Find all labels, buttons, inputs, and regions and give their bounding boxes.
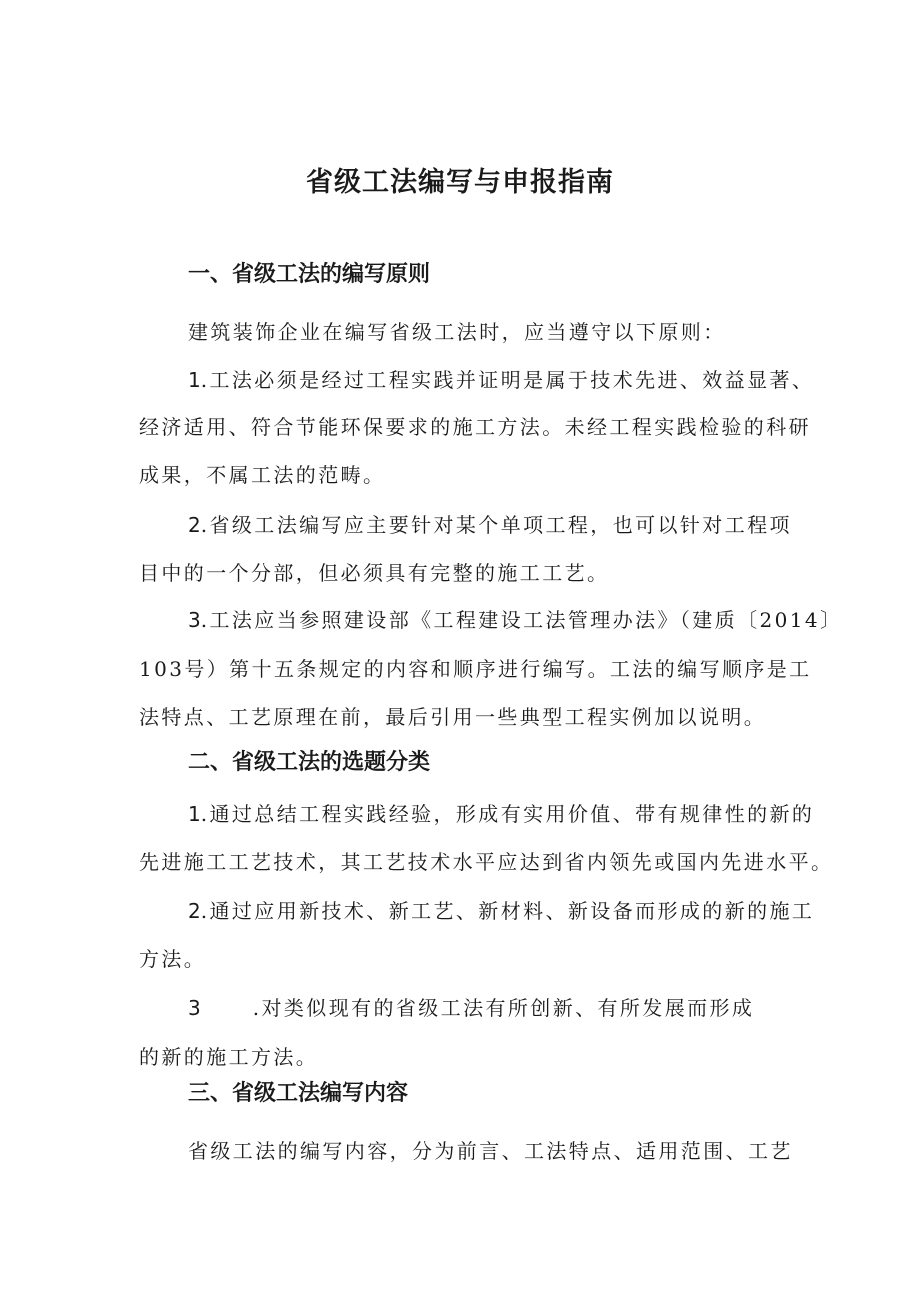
s2-p3-line-1: 3 .对类似现有的省级工法有所创新、有所发展而形成 (188, 996, 755, 1020)
s2-p3-line-2: 的新的施工方法。 (139, 1045, 319, 1069)
s1-p1-line-1: 1.工法必须是经过工程实践并证明是属于技术先进、效益显著、 (188, 368, 815, 392)
s1-p1-number: 1 (188, 368, 201, 392)
s2-p2-line-2: 方法。 (139, 947, 207, 971)
s2-p2-line-1: 2.通过应用新技术、新工艺、新材料、新设备而形成的新的施工 (188, 899, 815, 923)
s1-p2-number: 2 (188, 513, 201, 537)
s1-p3-line-2: 103号）第十五条规定的内容和顺序进行编写。工法的编写顺序是工 (139, 657, 812, 681)
s1-p3-number: 3 (188, 608, 201, 632)
s2-p2-number: 2 (188, 899, 201, 923)
document-title: 省级工法编写与申报指南 (306, 167, 614, 198)
s2-p1-line-2: 先进施工工艺技术，其工艺技术水平应达到省内领先或国内先进水平。 (139, 850, 834, 874)
section-3-intro: 省级工法的编写内容，分为前言、工法特点、适用范围、工艺 (188, 1139, 793, 1163)
s1-p3-line-3: 法特点、工艺原理在前，最后引用一些典型工程实例加以说明。 (139, 705, 767, 729)
s2-p1-line-1: 1.通过总结工程实践经验，形成有实用价值、带有规律性的新的 (188, 802, 815, 826)
section-1-intro: 建筑装饰企业在编写省级工法时，应当遵守以下原则： (188, 320, 726, 344)
section-2-heading: 二、省级工法的选题分类 (188, 750, 431, 775)
s2-p3-number: 3 (188, 996, 201, 1020)
s1-p1-line-3: 成果，不属工法的范畴。 (139, 463, 386, 487)
s1-p1-line-2: 经济适用、符合节能环保要求的施工方法。未经工程实践检验的科研 (139, 415, 811, 439)
s1-p2-line-2: 目中的一个分部，但必须具有完整的施工工艺。 (139, 561, 610, 585)
section-1-heading: 一、省级工法的编写原则 (188, 262, 431, 287)
s2-p1-number: 1 (188, 802, 201, 826)
s1-p3-line-1: 3.工法应当参照建设部《工程建设工法管理办法》（建质〔2014〕 (188, 608, 843, 632)
section-3-heading: 三、省级工法编写内容 (188, 1081, 409, 1106)
s1-p2-line-1: 2.省级工法编写应主要针对某个单项工程，也可以针对工程项 (188, 513, 792, 537)
